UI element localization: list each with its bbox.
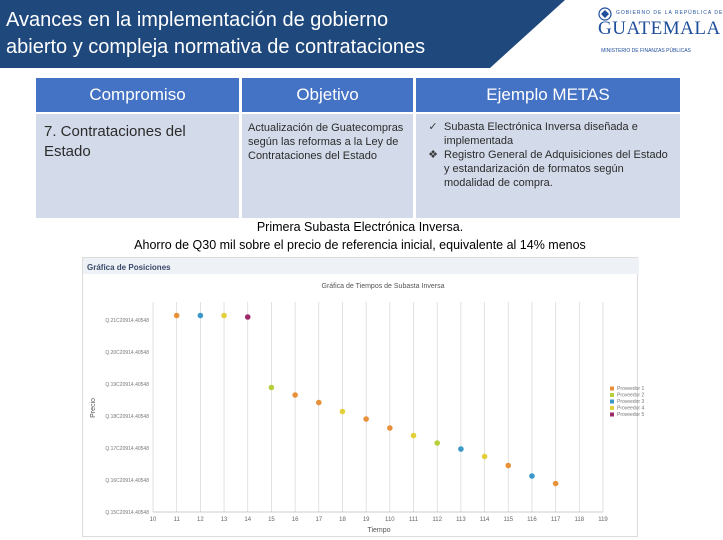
data-point — [434, 440, 440, 446]
x-axis-label: Tiempo — [367, 527, 391, 534]
legend-label: Proveedor 4 — [617, 405, 645, 412]
legend-label: Proveedor 2 — [617, 392, 645, 399]
legend-swatch — [610, 400, 614, 404]
data-point — [174, 313, 180, 319]
logo-name: GUATEMALA — [598, 18, 721, 39]
data-point — [292, 392, 298, 398]
guatemala-logo — [592, 4, 723, 62]
legend-label: Proveedor 1 — [617, 386, 645, 392]
x-tick-label: 18 — [339, 517, 346, 523]
data-point — [316, 400, 322, 406]
meta-text: Subasta Electrónica Inversa diseñada e implementada — [444, 121, 638, 147]
caption-savings: Ahorro de Q30 mil sobre el precio de referencia inicial, equivalente al 14% menos — [134, 238, 586, 252]
y-axis-label: Precio — [90, 398, 97, 418]
diamond-bullet-icon: ❖ — [428, 149, 438, 161]
x-tick-label: 111 — [408, 517, 419, 523]
legend-label: Proveedor 5 — [617, 412, 645, 418]
legend-swatch — [610, 413, 614, 417]
x-tick-label: 115 — [503, 517, 514, 523]
y-tick-label: Q.15C20914,40548 — [105, 510, 149, 516]
logo-top-text: GOBIERNO DE LA REPÚBLICA DE — [616, 10, 723, 16]
cell-metas — [416, 114, 680, 218]
slide-title-line-2: abierto y compleja normativa de contrataciones — [6, 36, 426, 58]
header-objetivo: Objetivo — [242, 78, 413, 112]
data-point — [340, 409, 346, 415]
legend-swatch — [610, 406, 614, 410]
x-tick-label: 19 — [362, 517, 370, 523]
x-tick-label: 10 — [149, 517, 157, 523]
meta-item — [422, 120, 672, 148]
y-tick-label: Q.19C20914,40548 — [105, 382, 149, 388]
x-tick-label: 12 — [197, 517, 204, 523]
chart-panel-title: Gráfica de Posiciones — [87, 263, 171, 272]
y-tick-label: Q.17C20914,40548 — [105, 446, 149, 452]
data-point — [529, 473, 535, 479]
data-point — [411, 433, 417, 439]
meta-item — [422, 148, 672, 190]
x-tick-label: 14 — [244, 517, 252, 523]
cell-objetivo: Actualización de Guatecompras según las reformas a la Ley de Contrataciones del Estado — [242, 114, 413, 218]
data-point — [198, 313, 204, 319]
data-point — [245, 314, 251, 320]
y-tick-label: Q.20C20914,40548 — [105, 350, 149, 356]
data-point — [269, 385, 275, 391]
slide-title-line-1: Avances en la implementación de gobierno — [6, 9, 389, 31]
x-tick-label: 13 — [220, 517, 228, 523]
legend-label: Proveedor 3 — [617, 399, 645, 405]
data-point — [458, 446, 464, 452]
legend-swatch — [610, 393, 614, 397]
header-ejemplo-metas: Ejemplo METAS — [416, 78, 680, 112]
x-tick-label: 15 — [268, 517, 275, 523]
x-tick-label: 117 — [550, 517, 561, 523]
chart-title: Gráfica de Tiempos de Subasta Inversa — [321, 283, 445, 290]
x-tick-label: 118 — [574, 517, 585, 523]
data-point — [363, 416, 369, 422]
legend-swatch — [610, 387, 614, 391]
data-point — [221, 313, 227, 319]
auction-chart — [82, 257, 645, 537]
meta-text: Registro General de Adquisiciones del Estado y estandarización de formatos según modalidad de compra. — [444, 149, 668, 189]
header-compromiso: Compromiso — [36, 78, 239, 112]
x-tick-label: 11 — [173, 517, 180, 523]
y-tick-label: Q.18C20914,40548 — [105, 414, 149, 420]
y-tick-label: Q.21C20914,40548 — [105, 318, 149, 324]
caption-title: Primera Subasta Electrónica Inversa. — [256, 220, 464, 234]
data-point — [482, 454, 488, 460]
x-tick-label: 110 — [385, 517, 395, 523]
x-tick-label: 17 — [315, 517, 323, 523]
data-point — [553, 481, 559, 487]
chart-canvas — [83, 258, 645, 538]
data-point — [387, 425, 393, 431]
x-tick-label: 16 — [291, 517, 299, 523]
x-tick-label: 116 — [527, 517, 537, 523]
data-point — [505, 463, 511, 469]
y-tick-label: Q.16C20914,40548 — [105, 478, 149, 484]
x-tick-label: 112 — [432, 517, 442, 523]
x-tick-label: 114 — [479, 517, 490, 523]
x-tick-label: 113 — [456, 517, 466, 523]
x-tick-label: 119 — [598, 517, 608, 523]
cell-compromiso: 7. Contrataciones del Estado — [36, 114, 239, 218]
logo-subtitle: MINISTERIO DE FINANZAS PÚBLICAS — [601, 48, 691, 54]
checkmark-icon: ✓ — [428, 121, 438, 133]
